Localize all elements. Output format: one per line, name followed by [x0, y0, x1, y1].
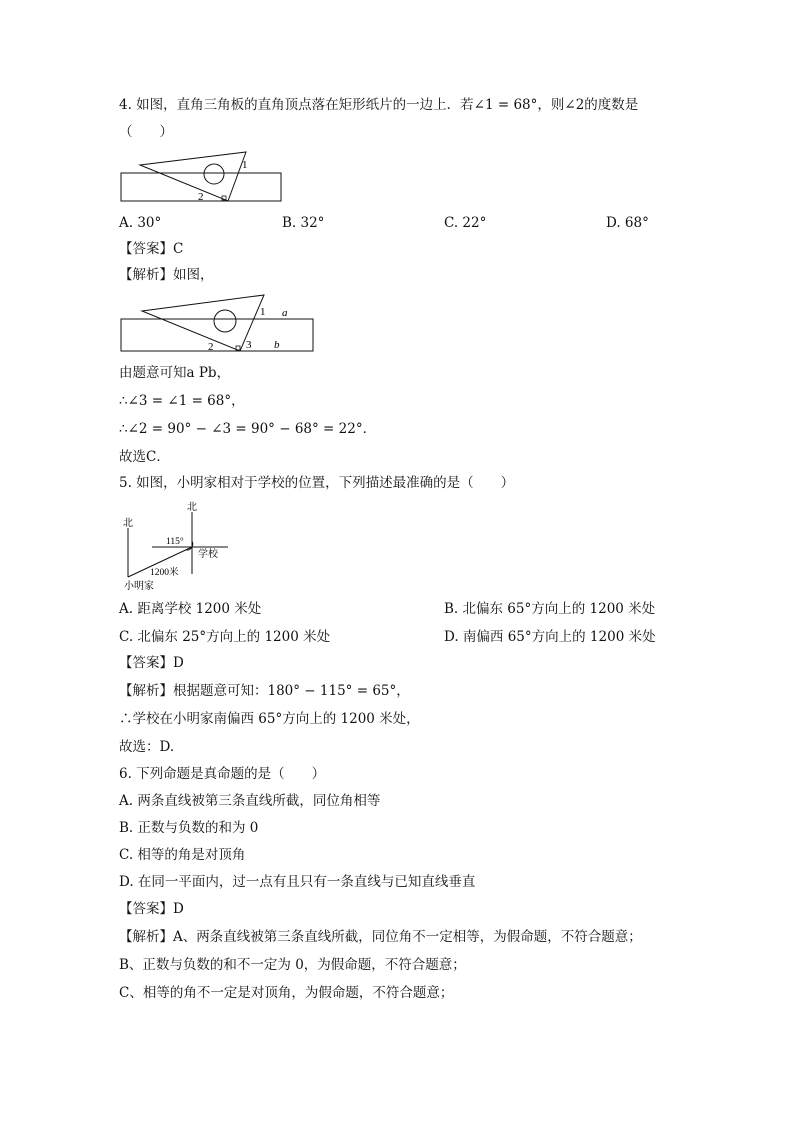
q4-triangle	[140, 152, 246, 201]
q4-option-c: C. 22°	[444, 215, 487, 231]
q5-figure	[118, 498, 243, 594]
q5-angle-label: 115°	[166, 537, 184, 547]
q5-option-a: A. 距离学校 1200 米处	[119, 601, 262, 617]
q4-analysis-intro: 【解析】如图，	[119, 267, 214, 283]
q6-option-a: A. 两条直线被第三条直线所截，同位角相等	[119, 793, 381, 809]
q5-analysis: 【解析】根据题意可知：180° − 115° = 65°，	[119, 683, 410, 699]
q4-analysis-figure	[118, 292, 318, 354]
q5-answer: 【答案】D	[119, 655, 184, 671]
q4b-circle	[214, 310, 236, 332]
q5-step1: ∴学校在小明家南偏西 65°方向上的 1200 米处，	[119, 711, 420, 727]
q4b-label-1: 1	[260, 306, 266, 318]
q5-north-label-left: 北	[123, 518, 133, 529]
q4-answer: 【答案】C	[119, 241, 184, 257]
q6-analysis-b: B、正数与负数的和不一定为 0，为假命题，不符合题意；	[119, 957, 466, 973]
q4-circle	[204, 164, 224, 184]
q4b-label-3: 3	[246, 339, 252, 351]
q5-conclusion: 故选：D.	[119, 739, 175, 755]
q4-step1: 由题意可知a Pb，	[119, 365, 231, 381]
q6-option-b: B. 正数与负数的和为 0	[119, 820, 259, 836]
q4-step3: ∴∠2 = 90° − ∠3 = 90° − 68° = 22°．	[119, 421, 377, 437]
q5-option-c: C. 北偏东 25°方向上的 1200 米处	[119, 629, 331, 645]
q5-school-label: 学校	[198, 549, 218, 560]
q4-figure	[118, 150, 288, 206]
q4b-rectangle	[121, 319, 313, 351]
q4-conclusion: 故选C．	[119, 449, 170, 465]
q4b-label-a: a	[282, 307, 288, 319]
q4-step2: ∴∠3 = ∠1 = 68°，	[119, 393, 245, 409]
q6-answer: 【答案】D	[119, 901, 184, 917]
q5-home-label: 小明家	[124, 581, 154, 592]
q5-north-label-right: 北	[187, 502, 197, 513]
q6-stem: 6. 下列命题是真命题的是（ ）	[119, 766, 326, 782]
q4b-label-b: b	[274, 339, 280, 351]
q4-label-1: 1	[242, 159, 248, 171]
q5-option-b: B. 北偏东 65°方向上的 1200 米处	[444, 601, 656, 617]
q5-stem: 5. 如图，小明家相对于学校的位置，下列描述最准确的是（ ）	[119, 475, 515, 491]
q6-analysis-c: C、相等的角不一定是对顶角，为假命题，不符合题意；	[119, 985, 454, 1001]
q4b-label-2: 2	[208, 341, 214, 353]
q5-option-d: D. 南偏西 65°方向上的 1200 米处	[444, 629, 656, 645]
q4-paren: （ ）	[119, 124, 173, 140]
q4-stem: 4. 如图，直角三角板的直角顶点落在矩形纸片的一边上．若∠1 = 68°，则∠2的度数是	[119, 97, 639, 113]
q6-analysis-a: 【解析】A、两条直线被第三条直线所截，同位角不一定相等，为假命题，不符合题意；	[119, 929, 642, 945]
q6-option-c: C. 相等的角是对顶角	[119, 847, 246, 863]
q6-option-d: D. 在同一平面内，过一点有且只有一条直线与已知直线垂直	[119, 874, 476, 890]
q5-distance-label: 1200米	[150, 568, 179, 578]
q4-option-d: D. 68°	[606, 215, 649, 231]
q4-label-2: 2	[198, 191, 204, 203]
q4-option-a: A. 30°	[119, 215, 162, 231]
q4-option-b: B. 32°	[282, 215, 325, 231]
